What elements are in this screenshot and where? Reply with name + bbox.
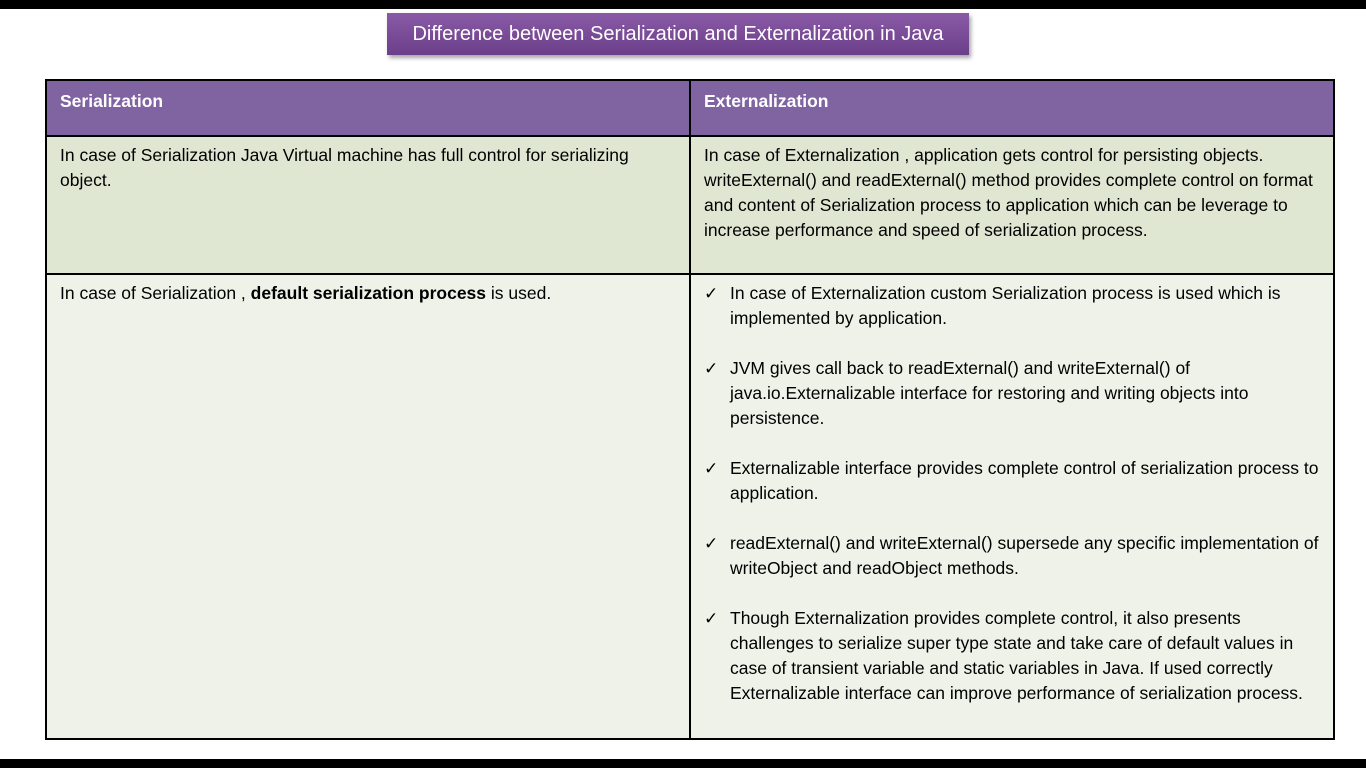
check-icon: ✓ (704, 534, 719, 553)
check-icon: ✓ (704, 459, 719, 478)
serialization-control-cell: In case of Serialization Java Virtual machine has full control for serializing object. (46, 136, 690, 274)
top-border-bar (0, 0, 1366, 9)
bottom-border-bar (0, 759, 1366, 768)
table-row (46, 136, 1334, 274)
list-item-text: JVM gives call back to readExternal() and writeExternal() of java.io.Externalizable interface for restoring and writing objects into persistence. (730, 358, 1249, 428)
list-item-text: In case of Externalization custom Serialization process is used which is implemented by application. (730, 283, 1281, 328)
externalization-points-cell (690, 274, 1334, 739)
header-serialization: Serialization (46, 80, 690, 136)
check-icon: ✓ (704, 284, 719, 303)
process-text-bold: default serialization process (250, 283, 487, 303)
table-header-row (46, 80, 1334, 136)
check-icon: ✓ (704, 609, 719, 628)
process-text-prefix: In case of Serialization , (60, 283, 246, 303)
header-externalization: Externalization (690, 80, 1334, 136)
externalization-control-cell: In case of Externalization , application gets control for persisting objects. writeExternal() and readExternal() method provides complete control on format and content of Serialization process to application which can be leverage to increase performance and speed of serialization process. (690, 136, 1334, 274)
list-item-text: Though Externalization provides complete control, it also presents challenges to serialize super type state and take care of default values in case of transient variable and static variables in Java. If used correctly Externalizable interface can improve performance of serialization process. (730, 608, 1303, 703)
list-item (704, 356, 1320, 431)
serialization-process-cell (46, 274, 690, 739)
table-row (46, 274, 1334, 739)
list-item-text: Externalizable interface provides complete control of serialization process to application. (730, 458, 1319, 503)
list-item (704, 281, 1320, 331)
process-text-suffix: is used. (490, 283, 552, 303)
externalization-points-list (704, 281, 1320, 706)
list-item-text: readExternal() and writeExternal() supersede any specific implementation of writeObject and readObject methods. (730, 533, 1319, 578)
comparison-table (45, 79, 1335, 740)
list-item (704, 456, 1320, 506)
list-item (704, 606, 1320, 706)
slide-title: Difference between Serialization and Externalization in Java (387, 13, 969, 55)
list-item (704, 531, 1320, 581)
check-icon: ✓ (704, 359, 719, 378)
